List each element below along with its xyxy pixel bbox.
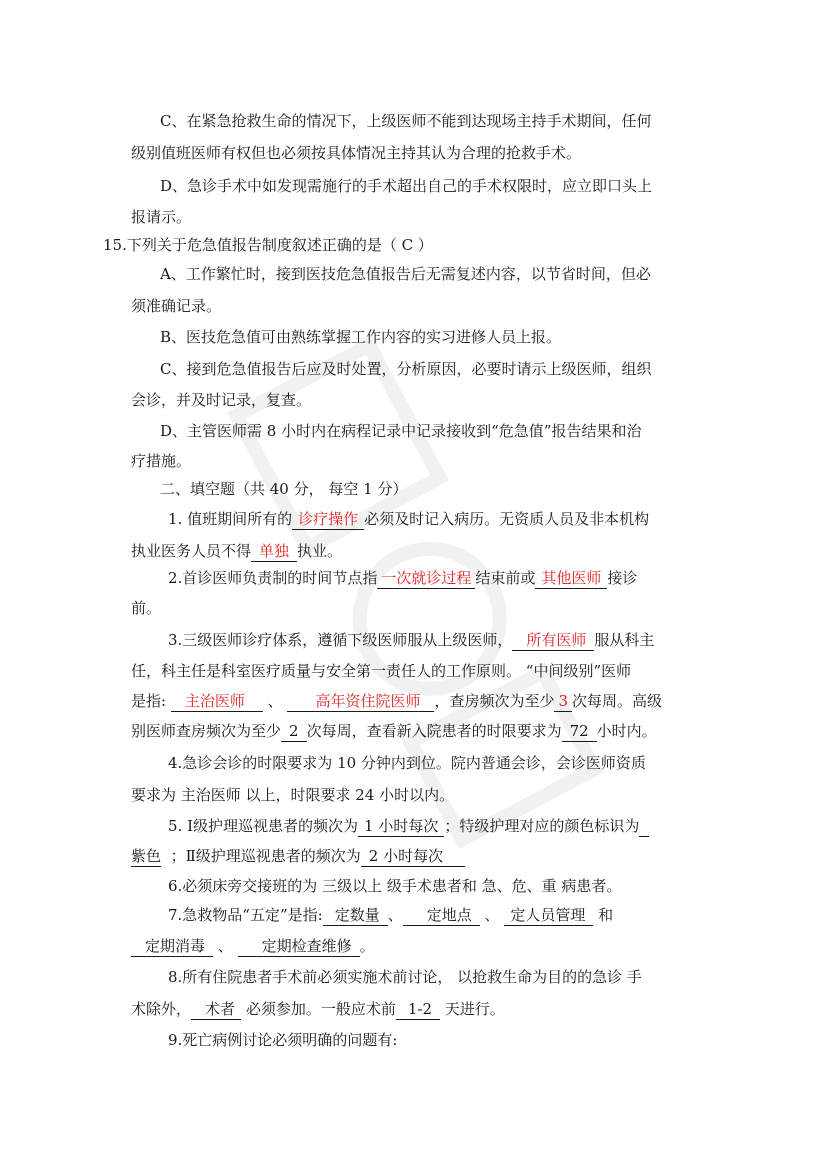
fill-q3-answer5: 2 [281,721,307,742]
fill-q5-answer2: 紫色 [131,847,162,865]
fill-q8-line1: 8.所有住院患者手术前必须实施术前讨论， 以抢救生命为目的的急诊 手 [168,968,642,986]
fill-q3-line3: 是指: 主治医师 、 高年资住院医师 ，查房频次为至少 3 次每周。高级 [131,692,663,710]
fill-q6-line1: 6.必须床旁交接班的为 三级以上 级手术患者和 急、危、重 病患者。 [168,877,622,895]
fill-q3-line1: 3.三级医师诊疗体系，遵循下级医师服从上级医师， 所有医师 服从科主 [168,631,655,649]
fill-q5-line1: 5. Ⅰ级护理巡视患者的频次为 1 小时每次 ；特级护理对应的颜色标识为 [168,815,649,837]
fill-q8-answer2: 1-2 [396,999,440,1020]
q15-title: 15.下列关于危急值报告制度叙述正确的是（ C ） [103,236,433,254]
fill-q5-line2: 紫色 ；Ⅱ级护理巡视患者的频次为 2 小时每次 [131,845,465,867]
fill-q7-line1: 7.急救物品“五定”是指: 定数量 、 定地点 、 定人员管理 和 [168,906,614,924]
q15-option-d-line2: 疗措施。 [131,452,192,470]
q15-option-d-line1: D、主管医师需 8 小时内在病程记录中记录接收到“危急值”报告结果和治 [160,422,642,440]
fill-q1-answer2: 单独 [251,541,297,562]
q14-option-d-line1: D、急诊手术中如发现需施行的手术超出自己的手术权限时，应立即口头上 [160,177,653,195]
fill-q1-line1: 1. 值班期间所有的 诊疗操作 必须及时记入病历。无资质人员及非本机构 [168,510,650,528]
fill-q3-answer3: 高年资住院医师 [287,691,434,712]
fill-q1-line2: 执业医务人员不得 单独 执业。 [131,542,343,560]
q15-option-b: B、医技危急值可由熟练掌握工作内容的实习进修人员上报。 [160,328,562,346]
fill-q7-answer3: 定人员管理 [504,905,593,926]
q15-option-c-line2: 会诊，并及时记录，复查。 [131,391,312,409]
fill-q2-answer1: 一次就诊过程 [377,568,475,589]
fill-q5-answer1: 1 小时每次 [358,816,444,837]
fill-q3-line2: 任，科主任是科室医疗质量与安全第一责任人的工作原则。 “中间级别”医师 [131,662,632,680]
fill-q1-answer1: 诊疗操作 [292,509,364,530]
section-title-fill-in: 二、填空题（共 40 分， 每空 1 分） [160,480,408,498]
fill-q7-line2: 定期消毒 、 定期检查维修 。 [131,935,375,957]
q15-option-a-line2: 须准确记录。 [131,297,222,315]
fill-q3-answer4: 3 [554,691,572,712]
fill-q8-answer1: 术者 [191,999,241,1020]
fill-q7-answer1: 定数量 [323,905,388,926]
fill-q4-line2: 要求为 主治医师 以上，时限要求 24 小时以内。 [131,786,455,804]
fill-q3-line4: 别医师查房频次为至少 2 次每周，查看新入院患者的时限要求为 72 小时内。 [131,722,657,740]
fill-q3-answer1: 所有医师 [512,630,594,651]
fill-q7-answer4: 定期消毒 [131,936,213,957]
fill-q5-answer3: 2 小时每次 [361,846,465,867]
q14-option-c-line2: 级别值班医师有权但也必须按具体情况主持其认为合理的抢救手术。 [131,144,582,162]
q15-option-a-line1: A、工作繁忙时，接到医技危急值报告后无需复述内容，以节省时间，但必 [160,265,651,283]
fill-q9-line1: 9.死亡病例讨论必须明确的问题有: [168,1031,398,1049]
fill-q2-line2: 前。 [131,599,162,617]
q15-option-c-line1: C、接到危急值报告后应及时处置，分析原因，必要时请示上级医师，组织 [160,360,652,378]
fill-q7-answer2: 定地点 [403,905,480,926]
fill-q2-line1: 2.首诊医师负责制的时间节点指 一次就诊过程 结束前或 其他医师 接诊 [168,569,638,587]
fill-q4-line1: 4.急诊会诊的时限要求为 10 分钟内到位。院内普通会诊，会诊医师资质 [168,754,646,772]
fill-q3-answer6: 72 [562,721,597,742]
fill-q7-answer5: 定期检查维修 [238,936,360,957]
fill-q3-answer2: 主治医师 [171,691,263,712]
q14-option-c-line1: C、在紧急抢救生命的情况下，上级医师不能到达现场主持手术期间，任何 [160,112,652,130]
fill-q8-line2: 术除外， 术者 必须参加。一般应术前 1-2 天进行。 [131,1000,505,1018]
fill-q2-answer2: 其他医师 [535,568,607,589]
q14-option-d-line2: 报请示。 [131,208,192,226]
